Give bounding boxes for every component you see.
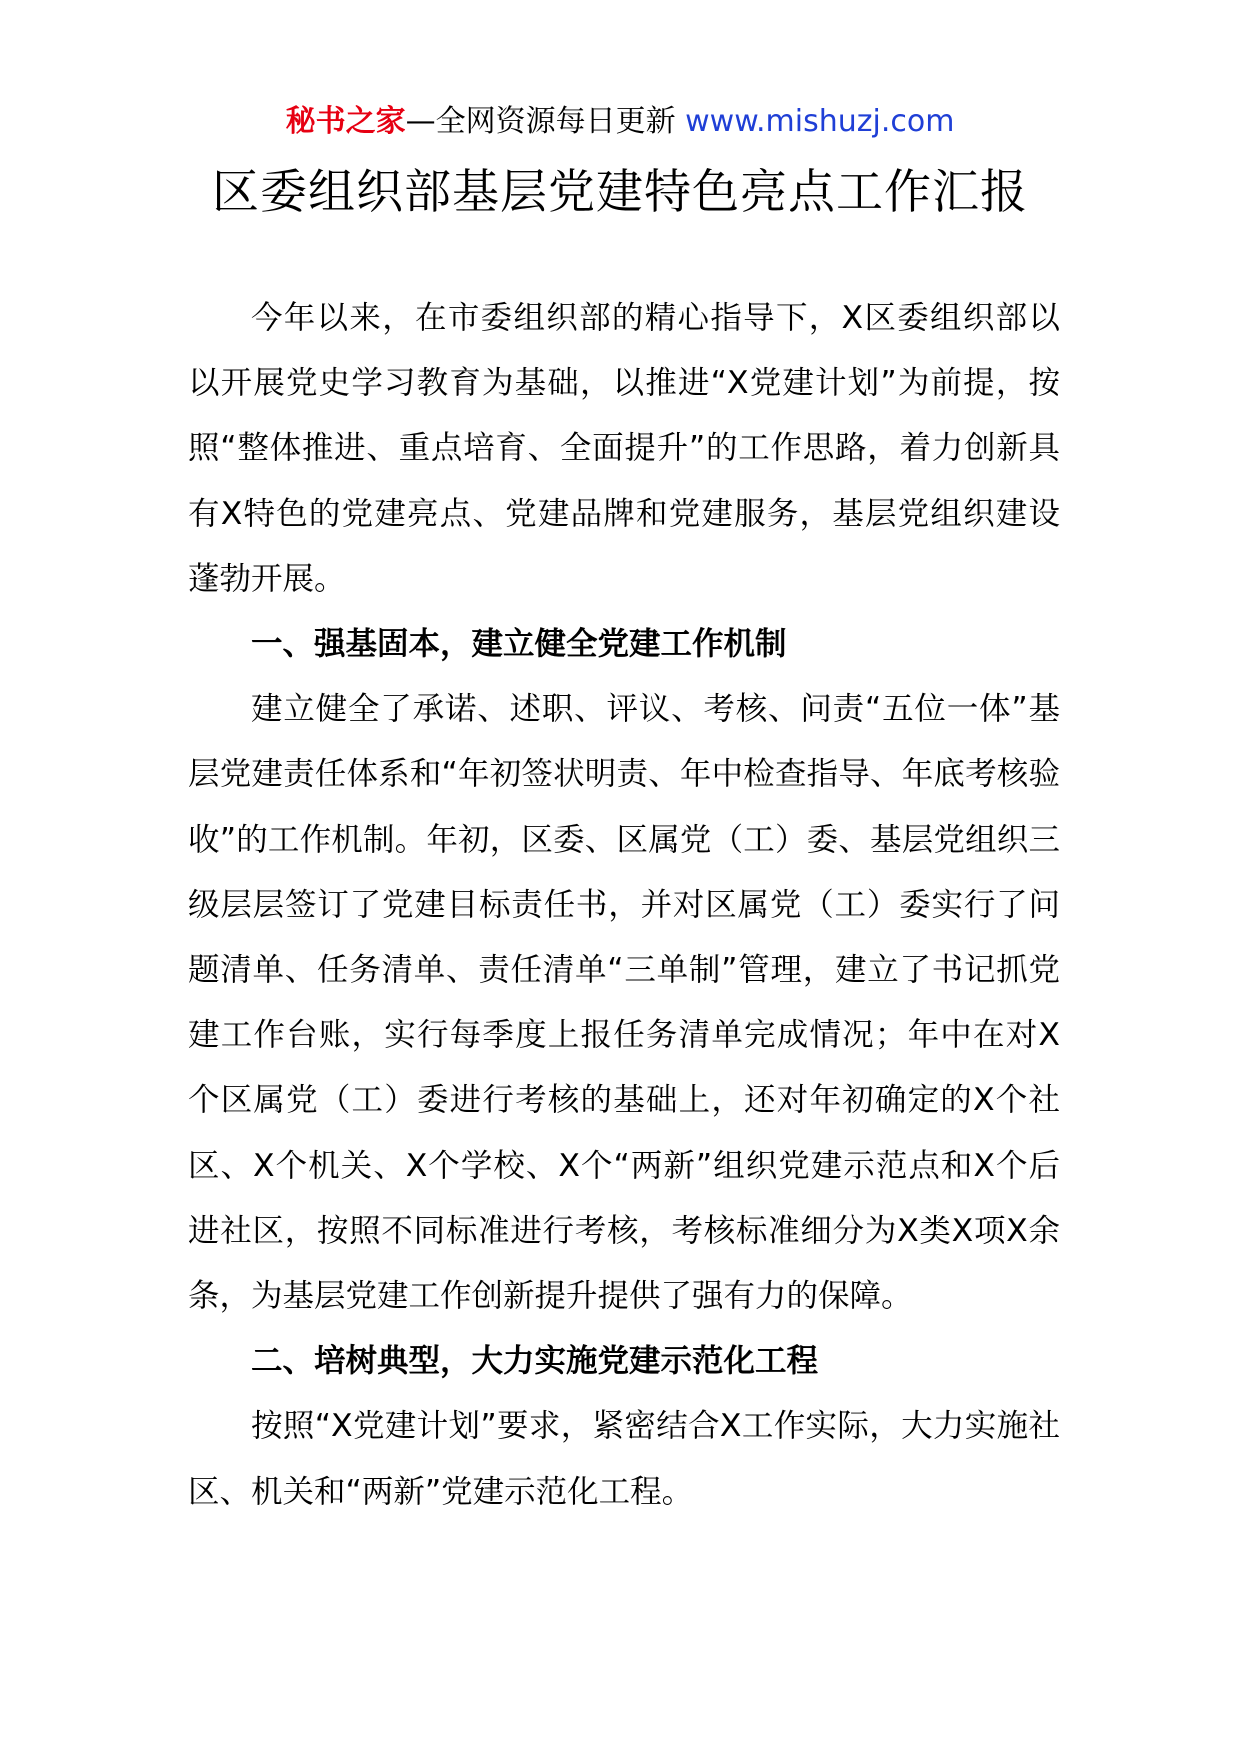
site-url-link[interactable]: www.mishuzj.com: [685, 104, 955, 139]
document-body: [188, 286, 1060, 1525]
section-heading-1: 一、强基固本，建立健全党建工作机制: [251, 626, 787, 663]
header-tagline: —全网资源每日更新: [405, 104, 676, 139]
brand-name: 秘书之家: [285, 104, 406, 139]
site-header: [0, 100, 1240, 144]
section-1-paragraph: 建立健全了承诺、述职、评议、考核、问责“五位一体”基层党建责任体系和“年初签状明责、年中检查指导、年底考核验收”的工作机制。年初，区委、区属党（工）委、基层党组织三级层层签订了党建目标责任书，并对区属党（工）委实行了问题清单、任务清单、责任清单“三单制”管理，建立了书记抓党建工作台账，实行每季度上报任务清单完成情况；年中在对X个区属党（工）委进行考核的基础上，还对年初确定的X个社区、X个机关、X个学校、X个“两新”组织党建示范点和X个后进社区，按照不同标准进行考核，考核标准细分为X类X项X余条，为基层党建工作创新提升提供了强有力的保障。: [188, 691, 1060, 1315]
intro-paragraph: 今年以来，在市委组织部的精心指导下，X区委组织部以以开展党史学习教育为基础，以推进“X党建计划”为前提，按照“整体推进、重点培育、全面提升”的工作思路，着力创新具有X特色的党建亮点、党建品牌和党建服务，基层党组织建设蓬勃开展。: [188, 300, 1060, 597]
document-title: 区委组织部基层党建特色亮点工作汇报: [212, 165, 1028, 220]
section-2-paragraph: 按照“X党建计划”要求，紧密结合X工作实际，大力实施社区、机关和“两新”党建示范化工程。: [188, 1408, 1060, 1510]
section-heading-2: 二、培树典型，大力实施党建示范化工程: [251, 1343, 819, 1380]
